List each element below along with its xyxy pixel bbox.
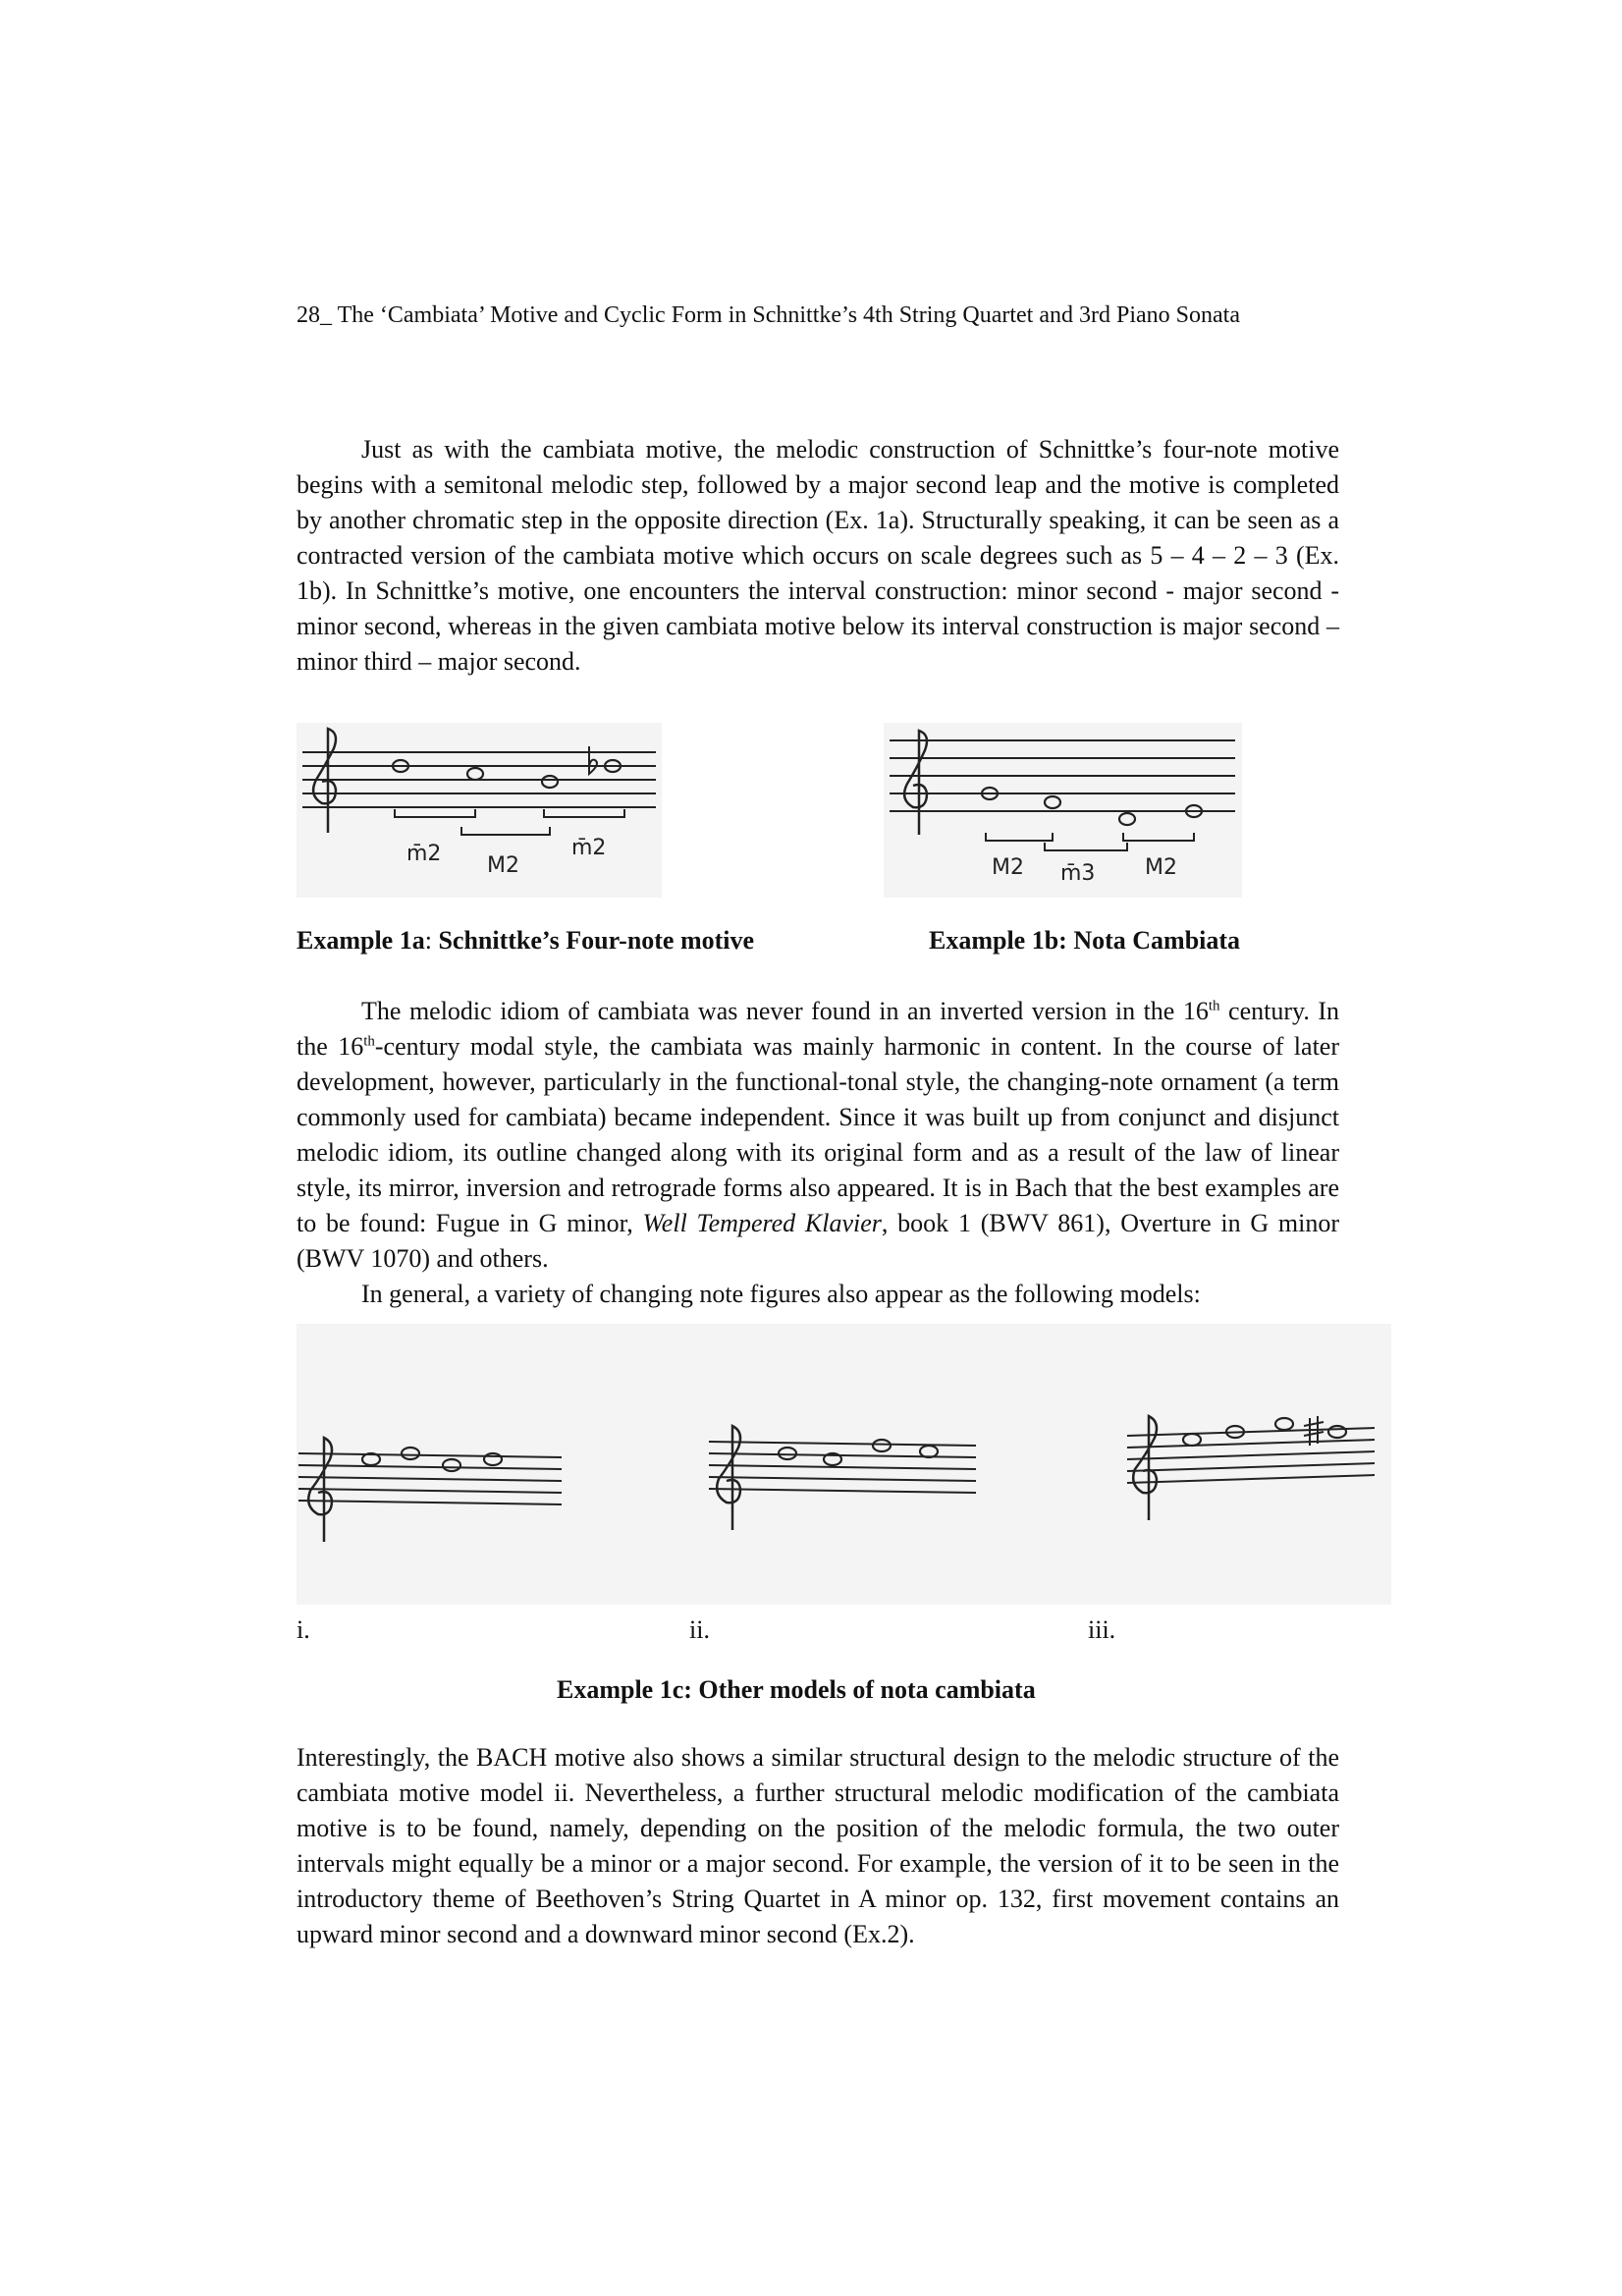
running-header — [297, 302, 1240, 329]
interval-label-2: M2 — [487, 853, 519, 878]
model-label-ii: ii. — [689, 1615, 710, 1644]
model-label-i: i. — [297, 1615, 310, 1644]
example-1c-figure — [297, 1324, 1391, 1605]
figure-background — [297, 723, 662, 898]
interval-label-1: m̄2 — [406, 842, 442, 866]
example-1a-figure — [297, 723, 662, 898]
interval-label-1: M2 — [992, 855, 1024, 880]
paragraph-2: The melodic idiom of cambiata was never found in an inverted version in the 16th century. In the 16th-century modal style, the cambiata was mainly harmonic in content. In the course of later development, however, particularly in the functional-tonal style, the changing-note ornament (a term commonly used for cambiata) became independent. Since it was built up from conjunct and disjunct melodic idiom, its outline changed along with its original form and as a result of the law of linear style, its mirror, inversion and retrograde forms also appeared. It is in Bach that the best examples are to be found: Fugue in G minor, Well Tempered Klavier, book 1 (BWV 861), Overture in G minor (BWV 1070) and others. In general, a variety of changing note figures also appear as the following models: — [297, 997, 1339, 1308]
page-number: 28_ — [297, 302, 332, 328]
example-1b-caption: Example 1b: Nota Cambiata — [929, 926, 1241, 955]
interval-label-3: M2 — [1145, 855, 1177, 880]
paragraph-1: Just as with the cambiata motive, the melodic construction of Schnittke’s four-note motive begins with a semitonal melodic step, followed by a major second leap and the motive is completed by another chromatic step in the opposite direction (Ex. 1a). Structurally speaking, it can be seen as a contracted version of the cambiata motive which occurs on scale degrees such as 5 – 4 – 2 – 3 (Ex. 1b). In Schnittke’s motive, one encounters the interval construction: minor second - major second - minor second, whereas in the given cambiata motive below its interval construction is major second – minor third – major second. — [297, 435, 1339, 676]
paragraph-4: Interestingly, the BACH motive also shows a similar structural design to the melodic structure of the cambiata motive model ii. Nevertheless, a further structural melodic modification of the cambiata motive is to be found, namely, depending on the position of the melodic formula, the two outer intervals might equally be a minor or a major second. For example, the version of it to be seen in the introductory theme of Beethoven’s String Quartet in A minor op. 132, first movement contains an upward minor second and a downward minor second (Ex.2). — [297, 1743, 1339, 1948]
example-1a-caption: Example 1a: Schnittke’s Four-note motive — [297, 926, 755, 955]
example-1c-caption: Example 1c: Other models of nota cambiata — [557, 1675, 1036, 1704]
running-title: The ‘Cambiata’ Motive and Cyclic Form in Schnittke’s 4th String Quartet and 3rd Piano Sonata — [337, 302, 1240, 328]
interval-label-2: m̄3 — [1060, 861, 1096, 886]
example-1b-figure — [884, 723, 1242, 898]
model-label-iii: iii. — [1088, 1615, 1116, 1644]
interval-label-3: m̄2 — [571, 836, 607, 860]
